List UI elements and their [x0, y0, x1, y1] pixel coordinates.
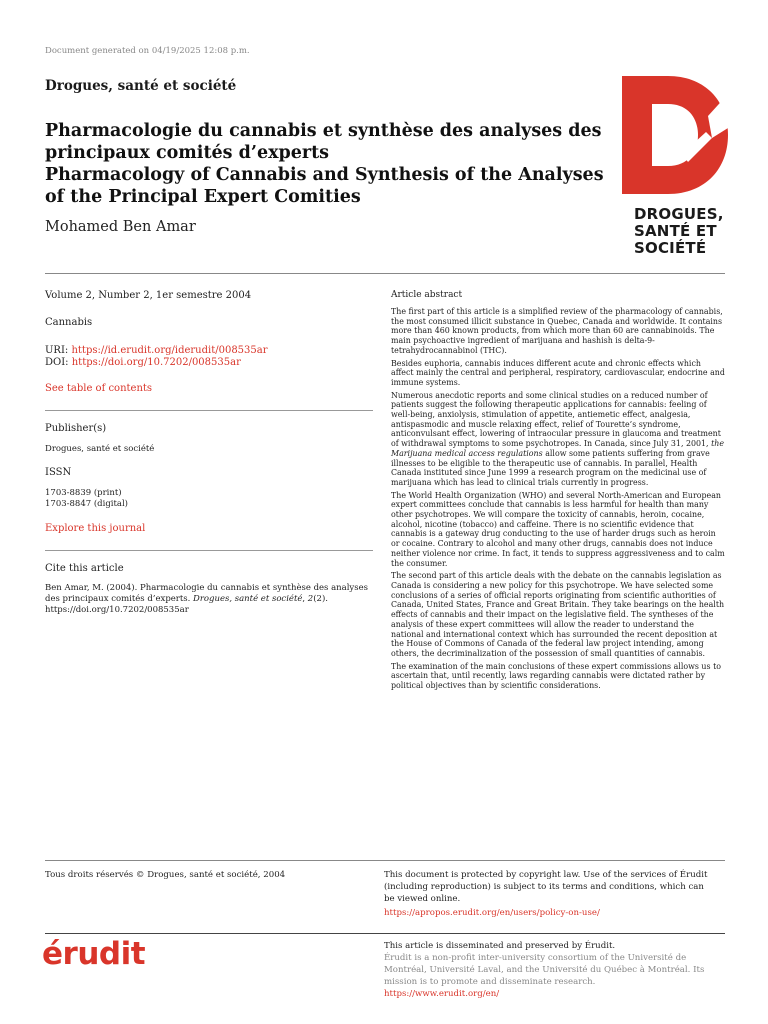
copyright-notice: This document is protected by copyright law. Use of the services of Érudit (including reproduction) is subject to its terms and conditions, which can be viewed online. https://apropos.erudit.org/en/users/policy-on-use/: [384, 869, 714, 919]
title-fr: Pharmacologie du cannabis et synthèse des analyses des principaux comités d’experts: [45, 121, 602, 163]
article-title: [45, 120, 615, 208]
policy-link[interactable]: https://apropos.erudit.org/en/users/policy-on-use/: [384, 908, 600, 918]
citation: Ben Amar, M. (2004). Pharmacologie du cannabis et synthèse des analyses des principaux comités d’experts. Drogues, santé et société, 2(2). https://doi.org/10.7202/008535ar: [45, 583, 368, 615]
divider: [45, 933, 725, 934]
divider: [45, 860, 725, 861]
explore-journal-link[interactable]: Explore this journal: [45, 523, 146, 534]
journal-logo-text: DROGUES, SANTÉ ET SOCIÉTÉ: [634, 205, 724, 257]
cite-heading: Cite this article: [45, 563, 124, 574]
publisher-heading: Publisher(s): [45, 423, 107, 434]
doi-link[interactable]: https://doi.org/10.7202/008535ar: [71, 357, 241, 368]
abstract-heading: Article abstract: [391, 290, 463, 300]
abstract-body: The first part of this article is a simplified review of the pharmacology of cannabis, the most consumed illicit substance in Quebec, Canada and worldwide. It contains more than 460 known products, from which more than 60 are cannabinoids. The main psychoactive ingredient of marijuana and hashish is delta-9-tetrahydrocannabinol (THC). Besides euphoria, cannabis induces different acute and chronic effects which affect mainly the central and peripheral, respiratory, cardiovascular, endocrine and immune systems. Numerous anecdotic reports and some clinical studies on a reduced number of patients suggest the following therapeutic applications for cannabis: feeling of well-being, anxiolysis, stimulation of appetite, antiemetic effect, analgesia, antispasmodic and muscle relaxing effect, relief of Tourette’s syndrome, anticonvulsant effect, lowering of intraocular pressure in glaucoma and treatment of withdrawal symptoms to some psychotropes. In Canada, since July 31, 2001, the Marijuana medical access regulations allow some patients suffering from grave illnesses to be eligible to the therapeutic use of cannabis. In parallel, Health Canada instituted since June 1999 a research program on the medicinal use of marijuana which has lead to clinical trials currently in progress. The World Health Organization (WHO) and several North-American and European expert committees conclude that cannabis is less harmful for health than many other psychotropes. We will compare the toxicity of cannabis, heroin, cocaine, alcohol, nicotine (tobacco) and caffeine. There is no scientific evidence that cannabis is a gateway drug conducting to the use of harder drugs such as heroin or cocaine. Contrary to alcohol and many other drugs, cannabis does not induce neither violence nor crime. In fact, it tends to suppress aggressiveness and to calm the consumer. The second part of this article deals with the debate on the cannabis legislation as Canada is considering a new policy for this psychotrope. We have selected some conclusions of a series of official reports originating from scientific authorities of Canada, United States, France and Great Britain. They take bearings on the health effects of cannabis and their impact on the legislative field. The syntheses of the analysis of these expert committees will allow the reader to understand the national and international context which has surrounded the recent deposition at the House of Commons of Canada of the federal law project intending, among others, the decriminalization of the possession of small quantities of cannabis. The examination of the main conclusions of these expert commissions allows us to ascertain that, until recently, laws regarding cannabis were dictated rather by political objectives than by scientific considerations.: [391, 307, 725, 691]
divider: [45, 410, 373, 411]
divider: [45, 273, 725, 274]
erudit-info: This article is disseminated and preserved by Érudit. Érudit is a non-profit inter-university consortium of the Université de Montréal, Université Laval, and the Université du Québec à Montréal. Its mission is to promote and disseminate research. https://www.erudit.org/en/: [384, 941, 705, 999]
issn-values: 1703-8839 (print) 1703-8847 (digital): [45, 488, 128, 509]
doi-line: DOI: https://doi.org/10.7202/008535ar: [45, 357, 241, 368]
generated-date: Document generated on 04/19/2025 12:08 p.m.: [45, 46, 250, 56]
publisher-name: Drogues, santé et société: [45, 444, 155, 454]
uri-link[interactable]: https://id.erudit.org/iderudit/008535ar: [71, 345, 268, 356]
rights-notice: Tous droits réservés © Drogues, santé et société, 2004: [45, 870, 286, 880]
erudit-logo: érudit: [42, 936, 146, 972]
volume-info: Volume 2, Number 2, 1er semestre 2004: [45, 290, 252, 301]
author-name: Mohamed Ben Amar: [45, 219, 196, 235]
title-en: Pharmacology of Cannabis and Synthesis of the Analyses of the Principal Expert Comities: [45, 165, 604, 207]
issn-heading: ISSN: [45, 467, 72, 478]
erudit-link[interactable]: https://www.erudit.org/en/: [384, 989, 500, 999]
table-of-contents-link[interactable]: See table of contents: [45, 383, 153, 394]
journal-name: Drogues, santé et société: [45, 78, 237, 94]
journal-logo-d-icon: [622, 76, 728, 194]
theme: Cannabis: [45, 317, 93, 328]
divider: [45, 550, 373, 551]
uri-line: URI: https://id.erudit.org/iderudit/008535ar: [45, 345, 268, 356]
